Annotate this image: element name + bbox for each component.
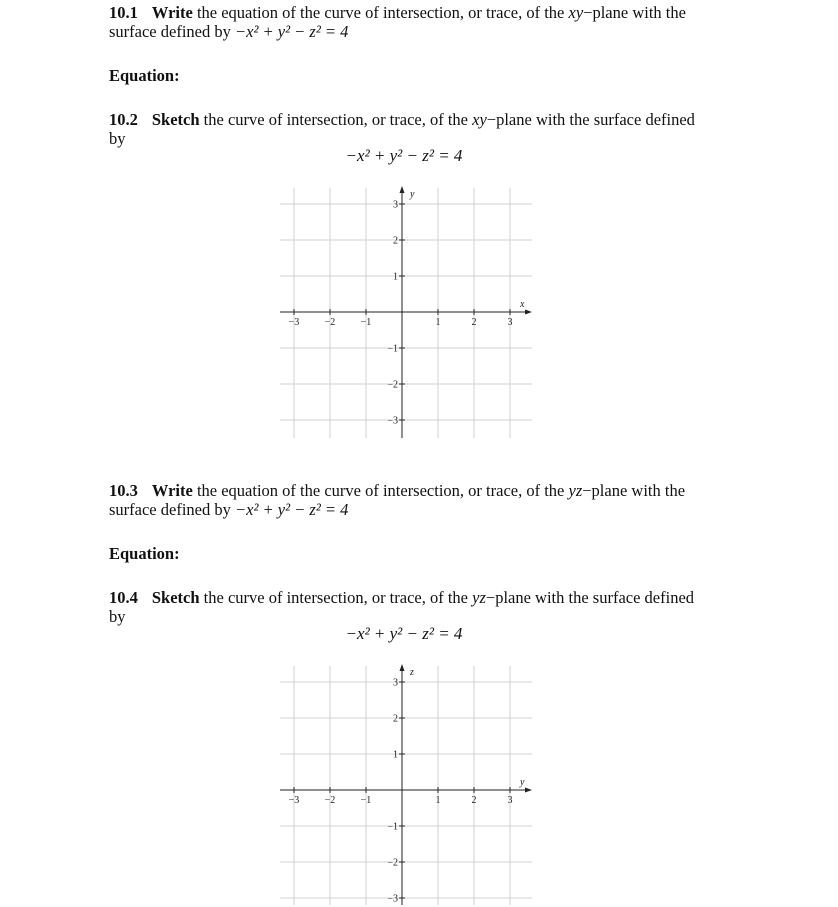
- y-tick-label: −3: [387, 415, 398, 427]
- question-number: 10.1: [109, 3, 138, 22]
- question-lead: Sketch: [151, 588, 200, 607]
- question-text-b: −plane with the surface defined by: [109, 3, 686, 41]
- x-tick-label: 1: [435, 317, 441, 328]
- x-tick-label: 1: [435, 795, 441, 806]
- question-text-a: the equation of the curve of intersection, or trace, of the: [192, 3, 569, 22]
- x-axis-label: y: [520, 777, 525, 788]
- y-tick-label: 3: [393, 677, 398, 689]
- question-text-a: the curve of intersection, or trace, of the: [199, 110, 473, 129]
- x-tick-label: 3: [507, 317, 513, 328]
- question-text-a: the curve of intersection, or trace, of the: [199, 588, 473, 607]
- x-tick-label: 3: [507, 795, 513, 806]
- y-tick-label: −2: [387, 379, 398, 391]
- x-tick-label: −3: [288, 317, 300, 328]
- question-text-a: the equation of the curve of intersection, or trace, of the: [192, 481, 569, 500]
- x-tick-label: −2: [324, 795, 336, 806]
- coordinate-grid-xy: [276, 184, 536, 440]
- surface-equation: −x² + y² − z² = 4: [345, 146, 463, 165]
- question-text-b: −plane with the surface defined by: [109, 481, 686, 519]
- question-10-3: [109, 481, 703, 519]
- equation-label: Equation:: [109, 66, 180, 85]
- question-10-2: [109, 110, 703, 148]
- plane-name: xy: [472, 110, 487, 129]
- plane-name: yz: [568, 481, 583, 500]
- y-tick-label: −3: [387, 893, 398, 905]
- equation-label: Equation:: [109, 544, 180, 563]
- question-number: 10.3: [109, 481, 138, 500]
- x-tick-label: −1: [360, 317, 372, 328]
- y-axis-label: y: [410, 189, 415, 200]
- surface-equation: −x² + y² − z² = 4: [234, 500, 349, 519]
- x-axis-label: x: [520, 299, 525, 310]
- question-number: 10.2: [109, 110, 138, 129]
- grid-lines: [280, 666, 532, 905]
- x-axis-arrow: [525, 788, 532, 793]
- y-tick-label: −1: [387, 821, 398, 833]
- question-10-4: [109, 588, 703, 626]
- x-tick-label: −1: [360, 795, 372, 806]
- display-equation: [0, 624, 838, 644]
- question-lead: Sketch: [151, 110, 200, 129]
- surface-equation: −x² + y² − z² = 4: [234, 22, 349, 41]
- y-tick-label: −2: [387, 857, 398, 869]
- x-tick-label: −2: [324, 317, 336, 328]
- x-tick-label: 2: [471, 795, 477, 806]
- question-10-1: [109, 3, 703, 41]
- plane-name: xy: [568, 3, 584, 22]
- y-tick-label: −1: [387, 343, 398, 355]
- question-text-b: −plane with the surface defined by: [109, 110, 695, 148]
- y-axis-arrow: [400, 186, 405, 193]
- y-axis-label: z: [410, 667, 414, 678]
- y-tick-label: 1: [393, 749, 398, 761]
- question-text-b: −plane with the surface defined by: [109, 588, 695, 626]
- display-equation: [0, 146, 838, 166]
- question-lead: Write: [151, 481, 193, 500]
- x-tick-label: 2: [471, 317, 477, 328]
- y-tick-label: 1: [393, 271, 398, 283]
- y-axis-arrow: [400, 664, 405, 671]
- question-number: 10.4: [109, 588, 138, 607]
- plane-name: yz: [472, 588, 486, 607]
- y-tick-label: 2: [393, 713, 398, 725]
- y-tick-label: 3: [393, 199, 398, 211]
- x-tick-label: −3: [288, 795, 300, 806]
- surface-equation: −x² + y² − z² = 4: [345, 624, 463, 643]
- question-lead: Write: [151, 3, 193, 22]
- coordinate-grid-yz: [276, 662, 536, 907]
- y-tick-label: 2: [393, 235, 398, 247]
- x-axis-arrow: [525, 310, 532, 315]
- grid-lines: [280, 188, 532, 438]
